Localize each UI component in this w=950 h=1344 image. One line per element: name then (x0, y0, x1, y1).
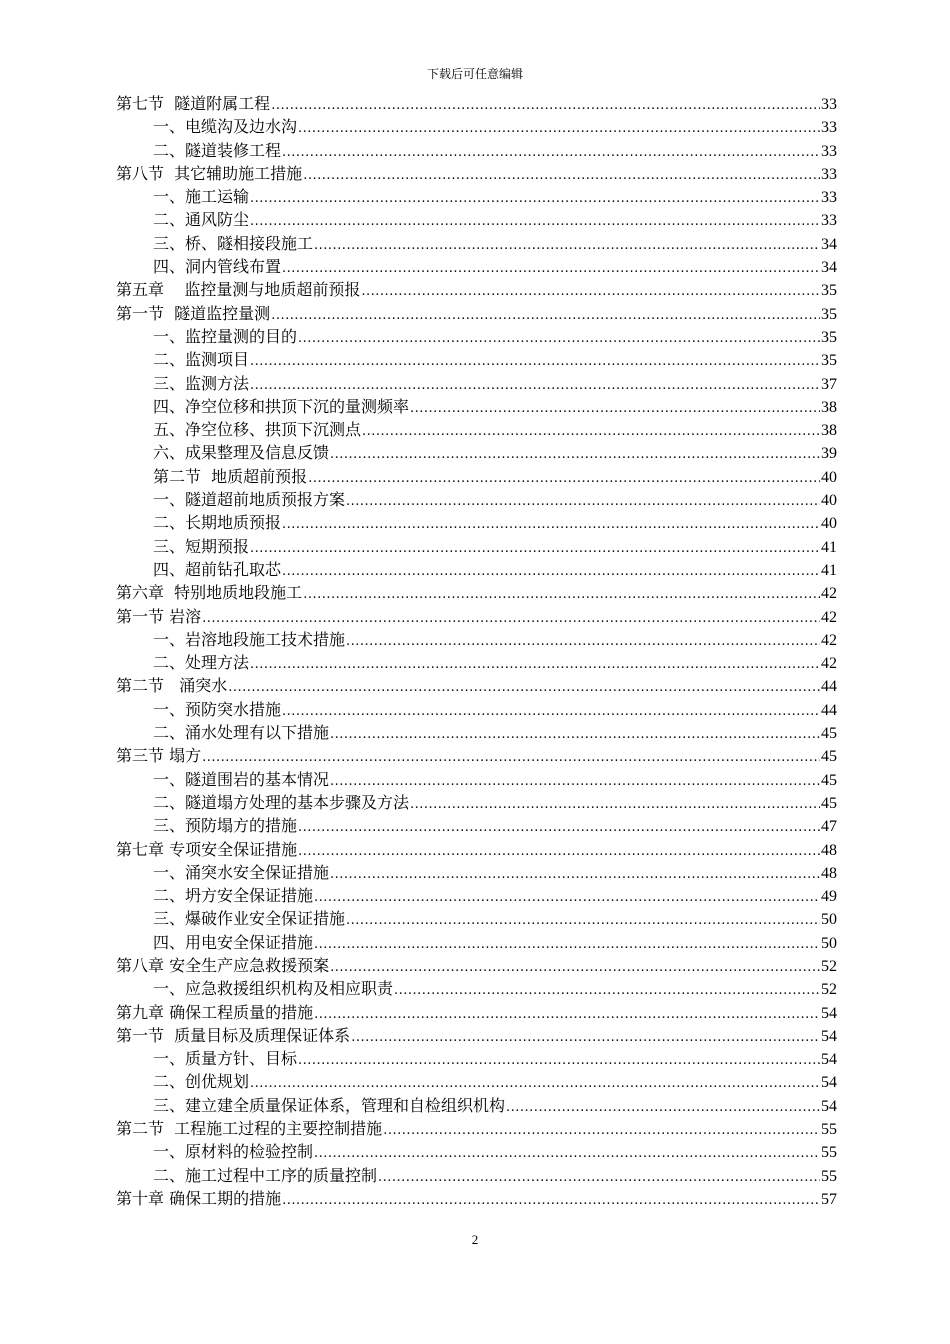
toc-dot-leader (250, 653, 820, 676)
toc-entry-page: 40 (821, 515, 837, 533)
toc-dot-leader (228, 676, 820, 699)
toc-entry-title: 六、成果整理及信息反馈 (153, 443, 330, 463)
toc-entry-page: 42 (821, 631, 837, 649)
toc-entry[interactable] (116, 185, 837, 208)
toc-entry-page: 35 (821, 328, 837, 346)
toc-entry-title: 第一节 岩溶 (116, 606, 202, 626)
toc-entry-title: 第九章 确保工程质量的措施 (116, 1002, 314, 1022)
toc-dot-leader (394, 979, 820, 1002)
toc-entry[interactable] (116, 931, 837, 954)
toc-entry[interactable] (116, 628, 837, 651)
toc-entry[interactable] (116, 884, 837, 907)
toc-entry[interactable] (116, 558, 837, 581)
toc-dot-leader (282, 1189, 820, 1212)
toc-entry-page: 54 (821, 1097, 837, 1115)
toc-entry-title: 一、监控量测的目的 (153, 326, 298, 346)
toc-entry[interactable] (116, 791, 837, 814)
toc-entry-title: 一、应急救援组织机构及相应职责 (153, 979, 394, 999)
toc-entry-title: 二、坍方安全保证措施 (153, 886, 314, 906)
toc-entry[interactable] (116, 907, 837, 930)
toc-entry-page: 33 (821, 119, 837, 137)
toc-entry-page: 33 (821, 212, 837, 230)
toc-entry-page: 45 (821, 725, 837, 743)
toc-dot-leader (314, 234, 820, 257)
toc-entry[interactable] (116, 1140, 837, 1163)
toc-dot-leader (298, 1049, 820, 1072)
toc-entry-title: 第八章 安全生产应急救援预案 (116, 955, 330, 975)
toc-entry[interactable] (116, 674, 837, 697)
toc-entry[interactable] (116, 1024, 837, 1047)
toc-dot-leader (298, 327, 820, 350)
toc-entry-page: 55 (821, 1144, 837, 1162)
toc-entry-title: 三、桥、隧相接段施工 (153, 233, 314, 253)
toc-entry[interactable] (116, 278, 837, 301)
toc-entry[interactable] (116, 977, 837, 1000)
toc-entry-title: 三、短期预报 (153, 536, 250, 556)
toc-entry-title: 四、用电安全保证措施 (153, 932, 314, 952)
toc-dot-leader (271, 94, 820, 117)
toc-entry-page: 52 (821, 957, 837, 975)
toc-entry[interactable] (116, 721, 837, 744)
toc-dot-leader (298, 816, 820, 839)
toc-entry[interactable] (116, 325, 837, 348)
toc-entry-title: 三、监测方法 (153, 373, 250, 393)
toc-entry-page: 39 (821, 445, 837, 463)
toc-dot-leader (303, 583, 820, 606)
toc-entry[interactable] (116, 1117, 837, 1140)
toc-entry-title: 二、通风防尘 (153, 210, 250, 230)
toc-entry-title: 第一节 质量目标及质理保证体系 (116, 1025, 351, 1045)
toc-dot-leader (282, 257, 820, 280)
toc-dot-leader (250, 350, 820, 373)
toc-entry-page: 54 (821, 1074, 837, 1092)
toc-entry-page: 55 (821, 1167, 837, 1185)
toc-entry-page: 50 (821, 911, 837, 929)
toc-entry[interactable] (116, 302, 837, 325)
page-header: 下载后可任意编辑 (426, 67, 523, 81)
toc-entry-title: 二、涌水处理有以下措施 (153, 723, 330, 743)
toc-entry-title: 四、洞内管线布置 (153, 257, 282, 277)
toc-entry-title: 一、质量方针、目标 (153, 1049, 298, 1069)
toc-entry[interactable] (116, 1001, 837, 1024)
toc-entry-page: 35 (821, 352, 837, 370)
toc-entry-title: 二、监测项目 (153, 350, 250, 370)
table-of-contents (116, 92, 837, 1210)
toc-entry[interactable] (116, 1047, 837, 1070)
toc-entry-page: 38 (821, 422, 837, 440)
toc-entry-page: 33 (821, 189, 837, 207)
toc-dot-leader (282, 560, 820, 583)
toc-entry-page: 57 (821, 1190, 837, 1208)
toc-entry[interactable] (116, 605, 837, 628)
toc-dot-leader (202, 746, 820, 769)
toc-entry-title: 五、净空位移、拱顶下沉测点 (153, 420, 362, 440)
toc-dot-leader (314, 933, 820, 956)
toc-entry-title: 第一节 隧道监控量测 (116, 303, 271, 323)
toc-entry-page: 54 (821, 1027, 837, 1045)
toc-dot-leader (314, 1003, 820, 1026)
toc-entry-title: 一、施工运输 (153, 187, 250, 207)
toc-entry[interactable] (116, 744, 837, 767)
toc-entry-page: 33 (821, 96, 837, 113)
toc-dot-leader (410, 793, 820, 816)
toc-entry[interactable] (116, 372, 837, 395)
toc-entry-title: 一、涌突水安全保证措施 (153, 862, 330, 882)
toc-entry-title: 一、隧道超前地质预报方案 (153, 490, 346, 510)
toc-entry-title: 第三节 塌方 (116, 746, 202, 766)
toc-entry-page: 42 (821, 585, 837, 603)
toc-entry[interactable] (116, 488, 837, 511)
toc-entry-title: 四、超前钻孔取芯 (153, 559, 282, 579)
toc-dot-leader (314, 1142, 820, 1165)
toc-entry[interactable] (116, 954, 837, 977)
toc-entry[interactable] (116, 162, 837, 185)
toc-entry[interactable] (116, 92, 837, 115)
toc-entry[interactable] (116, 418, 837, 441)
toc-entry[interactable] (116, 441, 837, 464)
toc-entry-title: 一、预防突水措施 (153, 699, 282, 719)
toc-dot-leader (346, 630, 820, 653)
toc-entry[interactable] (116, 139, 837, 162)
toc-dot-leader (351, 1026, 820, 1049)
toc-entry-page: 45 (821, 748, 837, 766)
toc-entry-page: 42 (821, 608, 837, 626)
toc-entry[interactable] (116, 535, 837, 558)
toc-entry[interactable] (116, 348, 837, 371)
toc-entry-title: 一、电缆沟及边水沟 (153, 117, 298, 137)
toc-entry-page: 44 (821, 678, 837, 696)
toc-entry[interactable] (116, 208, 837, 231)
toc-entry-page: 50 (821, 934, 837, 952)
toc-entry-title: 四、净空位移和拱顶下沉的量测频率 (153, 396, 410, 416)
toc-dot-leader (250, 374, 820, 397)
toc-entry[interactable] (116, 255, 837, 278)
toc-entry-page: 54 (821, 1004, 837, 1022)
toc-entry-title: 第六章 特别地质地段施工 (116, 583, 303, 603)
toc-entry[interactable] (116, 115, 837, 138)
toc-entry-page: 45 (821, 794, 837, 812)
toc-dot-leader (250, 537, 820, 560)
toc-entry-title: 二、创优规划 (153, 1072, 250, 1092)
toc-dot-leader (250, 210, 820, 233)
toc-entry[interactable] (116, 581, 837, 604)
toc-entry-page: 35 (821, 305, 837, 323)
toc-entry-title: 第二节 涌突水 (116, 676, 228, 696)
toc-entry-title: 一、岩溶地段施工技术措施 (153, 629, 346, 649)
toc-dot-leader (346, 909, 820, 932)
toc-entry-page: 48 (821, 841, 837, 859)
toc-entry-title: 第二节 工程施工过程的主要控制措施 (116, 1119, 383, 1139)
toc-entry-page: 37 (821, 375, 837, 393)
toc-entry-page: 34 (821, 235, 837, 253)
toc-entry[interactable] (116, 232, 837, 255)
toc-entry-page: 54 (821, 1051, 837, 1069)
toc-entry-title: 第二节 地质超前预报 (153, 466, 308, 486)
toc-dot-leader (308, 467, 820, 490)
toc-entry-page: 33 (821, 165, 837, 183)
toc-entry-page: 40 (821, 468, 837, 486)
toc-dot-leader (298, 117, 820, 140)
toc-entry-page: 49 (821, 888, 837, 906)
toc-dot-leader (298, 840, 820, 863)
toc-dot-leader (330, 863, 820, 886)
toc-entry-page: 41 (821, 561, 837, 579)
toc-entry-page: 41 (821, 538, 837, 556)
toc-entry-title: 二、长期地质预报 (153, 513, 282, 533)
toc-entry[interactable] (116, 465, 837, 488)
toc-entry-title: 二、隧道装修工程 (153, 140, 282, 160)
toc-dot-leader (303, 164, 820, 187)
toc-dot-leader (250, 1072, 820, 1095)
toc-entry-title: 三、预防塌方的措施 (153, 816, 298, 836)
toc-dot-leader (383, 1119, 820, 1142)
toc-entry-title: 第五章 监控量测与地质超前预报 (116, 280, 361, 300)
toc-entry-page: 38 (821, 398, 837, 416)
toc-entry-page: 34 (821, 259, 837, 277)
toc-entry[interactable] (116, 651, 837, 674)
toc-entry[interactable] (116, 768, 837, 791)
toc-dot-leader (202, 607, 820, 630)
toc-dot-leader (282, 700, 820, 723)
toc-dot-leader (330, 956, 820, 979)
toc-entry[interactable] (116, 1070, 837, 1093)
toc-dot-leader (314, 886, 820, 909)
toc-entry[interactable] (116, 1094, 837, 1117)
toc-entry-page: 33 (821, 142, 837, 160)
toc-dot-leader (330, 443, 820, 466)
toc-entry-page: 42 (821, 655, 837, 673)
toc-entry-title: 二、隧道塌方处理的基本步骤及方法 (153, 792, 410, 812)
page-number: 2 (471, 1232, 479, 1247)
toc-entry-title: 一、隧道围岩的基本情况 (153, 769, 330, 789)
toc-entry-title: 二、施工过程中工序的质量控制 (153, 1165, 378, 1185)
toc-dot-leader (271, 304, 820, 327)
toc-entry[interactable] (116, 1164, 837, 1187)
toc-dot-leader (346, 490, 820, 513)
toc-entry-title: 三、爆破作业安全保证措施 (153, 909, 346, 929)
toc-entry[interactable] (116, 395, 837, 418)
toc-entry-page: 40 (821, 492, 837, 510)
toc-dot-leader (330, 770, 820, 793)
toc-entry-title: 第七章 专项安全保证措施 (116, 839, 298, 859)
toc-entry-title: 三、建立建全质量保证体系，管理和自检组织机构 (153, 1095, 506, 1115)
toc-dot-leader (378, 1166, 820, 1189)
toc-entry-page: 52 (821, 981, 837, 999)
toc-entry-page: 35 (821, 282, 837, 300)
toc-entry[interactable] (116, 861, 837, 884)
toc-entry[interactable] (116, 698, 837, 721)
toc-entry-page: 45 (821, 771, 837, 789)
toc-dot-leader (282, 513, 820, 536)
toc-entry-page: 44 (821, 701, 837, 719)
toc-dot-leader (362, 420, 820, 443)
toc-entry-title: 二、处理方法 (153, 653, 250, 673)
toc-entry-title: 第八节 其它辅助施工措施 (116, 163, 303, 183)
toc-dot-leader (330, 723, 820, 746)
toc-dot-leader (410, 397, 820, 420)
toc-entry-page: 47 (821, 818, 837, 836)
toc-entry-page: 55 (821, 1121, 837, 1139)
toc-entry-title: 第十章 确保工期的措施 (116, 1188, 282, 1208)
toc-dot-leader (250, 187, 820, 210)
toc-entry-page: 48 (821, 864, 837, 882)
toc-entry-title: 一、原材料的检验控制 (153, 1142, 314, 1162)
toc-entry[interactable] (116, 511, 837, 534)
toc-entry[interactable] (116, 1187, 837, 1210)
toc-entry[interactable] (116, 838, 837, 861)
toc-dot-leader (506, 1096, 820, 1119)
toc-entry[interactable] (116, 814, 837, 837)
toc-dot-leader (361, 280, 820, 303)
toc-entry-title: 第七节 隧道附属工程 (116, 94, 271, 113)
toc-dot-leader (282, 141, 820, 164)
